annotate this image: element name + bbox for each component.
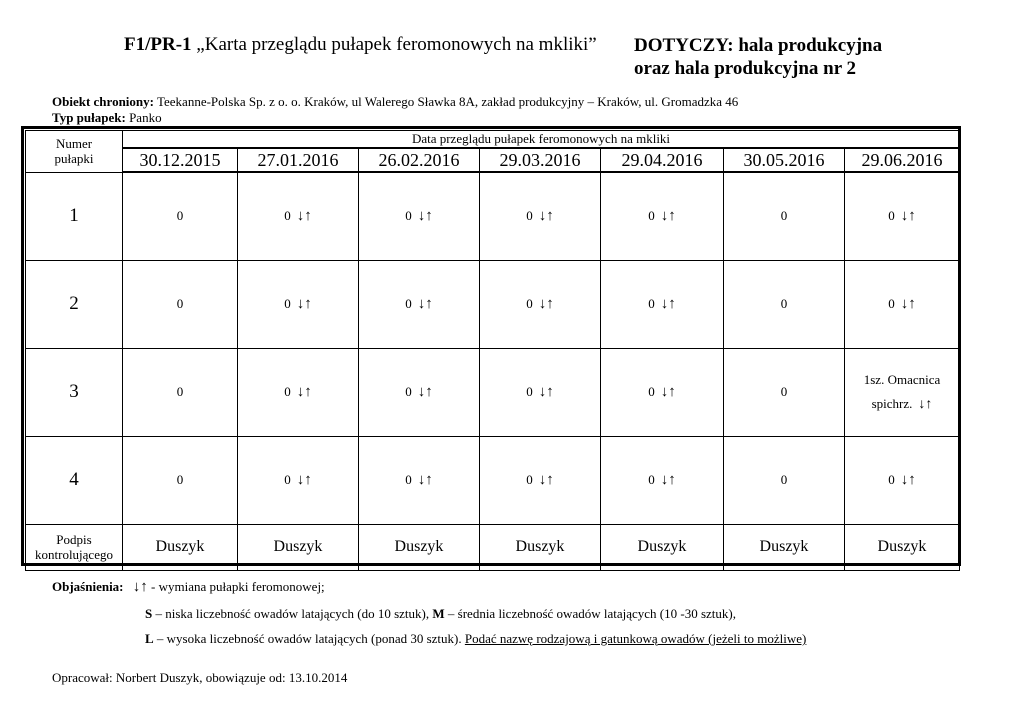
exchange-arrows-icon: ↓↑ (417, 383, 433, 400)
dates-row (26, 148, 960, 172)
signature-cell: Duszyk (724, 524, 845, 570)
date-cell: 29.04.2016 (601, 148, 724, 172)
inspection-date-header: Data przeglądu pułapek feromonowych na mkliki (123, 131, 960, 149)
count-cell (480, 172, 601, 260)
signature-label (26, 524, 123, 570)
count-value: 0 (526, 295, 533, 311)
date-cell: 27.01.2016 (238, 148, 359, 172)
signature-cell: Duszyk (845, 524, 960, 570)
exchange-arrows-icon: ↓↑ (417, 471, 433, 488)
inspection-table (25, 130, 960, 571)
count-value: 0 (888, 295, 895, 311)
document-title (124, 34, 597, 56)
trap-number-header-line1: Numer (55, 136, 93, 152)
count-cell (845, 260, 960, 348)
count-cell (123, 348, 238, 436)
count-value: 0 (780, 296, 788, 311)
exchange-arrows-icon: ↓↑ (417, 295, 433, 312)
exchange-arrows-icon: ↓↑ (918, 396, 933, 412)
legend-line-1 (52, 578, 325, 596)
legend-line-3 (145, 630, 806, 647)
form-title: „Karta przeglądu pułapek feromonowych na mkliki” (196, 34, 597, 55)
trap-row (26, 348, 960, 436)
count-cell (123, 260, 238, 348)
count-value: 0 (888, 207, 895, 223)
applies-to (634, 34, 882, 80)
count-cell (601, 172, 724, 260)
count-cell (359, 172, 480, 260)
trap-number-header (26, 131, 123, 173)
count-value: 0 (648, 383, 655, 399)
signature-cell: Duszyk (480, 524, 601, 570)
footer-author: Opracował: Norbert Duszyk, obowiązuje od: 13.10.2014 (52, 670, 348, 685)
count-cell (238, 172, 359, 260)
applies-line1: hala produkcyjna (738, 35, 883, 56)
count-value: 0 (284, 207, 291, 223)
form-code: F1/PR-1 (124, 34, 192, 55)
count-value: 0 (405, 207, 412, 223)
count-cell (845, 172, 960, 260)
count-value: 0 (780, 384, 788, 399)
exchange-arrows-icon: ↓↑ (296, 207, 312, 224)
legend-m-key: M (432, 606, 445, 621)
count-cell (359, 260, 480, 348)
count-value: 0 (526, 207, 533, 223)
exchange-arrows-icon: ↓↑ (900, 295, 916, 312)
count-cell (238, 436, 359, 524)
count-cell (724, 172, 845, 260)
trap-row (26, 436, 960, 524)
exchange-arrows-icon: ↓↑ (900, 207, 916, 224)
count-value: 0 (780, 472, 788, 487)
exchange-arrows-icon: ↓↑ (900, 471, 916, 488)
count-cell (845, 348, 960, 436)
count-cell (238, 348, 359, 436)
count-cell (480, 260, 601, 348)
signature-label-line2: kontrolującego (35, 547, 113, 562)
count-cell (238, 260, 359, 348)
legend-line-2 (145, 605, 736, 622)
legend-l-text: – wysoka liczebność owadów latających (ponad 30 sztuk). (153, 631, 465, 646)
count-value: 0 (780, 208, 788, 224)
trap-type-value: Panko (129, 110, 162, 125)
date-cell: 30.05.2016 (724, 148, 845, 172)
count-cell (724, 436, 845, 524)
trap-type (52, 109, 162, 126)
count-cell (480, 436, 601, 524)
legend-s-key: S (145, 606, 153, 621)
signature-cell: Duszyk (123, 524, 238, 570)
date-cell: 29.06.2016 (845, 148, 960, 172)
protected-object-label: Obiekt chroniony: (52, 94, 154, 109)
count-value: 0 (888, 471, 895, 487)
trap-row (26, 260, 960, 348)
count-value: 0 (284, 383, 291, 399)
date-cell: 26.02.2016 (359, 148, 480, 172)
count-cell (845, 436, 960, 524)
signature-cell: Duszyk (238, 524, 359, 570)
exchange-arrows-icon: ↓↑ (538, 207, 554, 224)
legend-m-text: – średnia liczebność owadów latających (10 -30 sztuk), (444, 606, 736, 621)
count-value: 0 (405, 471, 412, 487)
count-value: 0 (648, 295, 655, 311)
exchange-arrows-icon: ↓↑ (660, 471, 676, 488)
signature-cell: Duszyk (601, 524, 724, 570)
count-value: 0 (526, 383, 533, 399)
trap-row (26, 172, 960, 260)
legend-l-key: L (145, 631, 154, 646)
exchange-arrows-icon: ↓↑ (660, 207, 676, 224)
count-cell (123, 436, 238, 524)
trap-number-header-line2: pułapki (54, 151, 94, 167)
exchange-arrows-icon: ↓↑ (538, 383, 554, 400)
count-value: 0 (176, 472, 184, 487)
protected-object (52, 93, 738, 110)
count-value: 0 (405, 295, 412, 311)
count-cell (601, 436, 724, 524)
protected-object-value: Teekanne-Polska Sp. z o. o. Kraków, ul Walerego Sławka 8A, zakład produkcyjny – Kraków, ul. Gromadzka 46 (156, 94, 739, 109)
signature-row (26, 524, 960, 570)
count-value: 0 (176, 208, 184, 224)
count-value: 0 (648, 471, 655, 487)
count-cell (724, 348, 845, 436)
legend-s-text: – niska liczebność owadów latających (do 10 sztuk), (152, 606, 433, 621)
exchange-arrows-icon: ↓↑ (132, 579, 148, 595)
count-cell (359, 436, 480, 524)
date-cell: 29.03.2016 (480, 148, 601, 172)
signature-cell: Duszyk (359, 524, 480, 570)
exchange-arrows-icon: ↓↑ (296, 471, 312, 488)
count-value: 0 (405, 383, 412, 399)
count-value: 0 (176, 384, 184, 399)
exchange-arrows-icon: ↓↑ (417, 207, 433, 224)
applies-label: DOTYCZY: (634, 35, 734, 56)
count-value: 0 (176, 296, 184, 311)
trap-number: 1 (26, 172, 123, 260)
count-value: 0 (648, 207, 655, 223)
trap-type-label: Typ pułapek: (52, 110, 126, 125)
exchange-arrows-icon: ↓↑ (538, 295, 554, 312)
count-value: 0 (526, 471, 533, 487)
count-cell (480, 348, 601, 436)
count-value: 0 (284, 471, 291, 487)
exchange-arrows-icon: ↓↑ (296, 295, 312, 312)
exchange-arrows-icon: ↓↑ (660, 295, 676, 312)
trap-number: 3 (26, 348, 123, 436)
legend-l-instruction: Podać nazwę rodzajową i gatunkową owadów (jeżeli to możliwe) (464, 631, 807, 646)
exchange-arrows-icon: ↓↑ (296, 383, 312, 400)
count-value: 0 (284, 295, 291, 311)
note-line2: spichrz. (871, 395, 913, 411)
count-cell (359, 348, 480, 436)
exchange-arrows-icon: ↓↑ (660, 383, 676, 400)
count-cell (601, 348, 724, 436)
trap-number: 2 (26, 260, 123, 348)
count-cell (601, 260, 724, 348)
note-line1: 1sz. Omacnica (863, 371, 941, 387)
count-cell (724, 260, 845, 348)
legend-arrows-text: - wymiana pułapki feromonowej; (147, 579, 325, 594)
trap-number: 4 (26, 436, 123, 524)
header-row-span (26, 131, 960, 149)
legend-label: Objaśnienia: (52, 579, 124, 594)
signature-label-line1: Podpis (56, 532, 92, 547)
date-cell: 30.12.2015 (123, 148, 238, 172)
exchange-arrows-icon: ↓↑ (538, 471, 554, 488)
count-cell (123, 172, 238, 260)
applies-line2: oraz hala produkcyjna nr 2 (634, 58, 857, 79)
